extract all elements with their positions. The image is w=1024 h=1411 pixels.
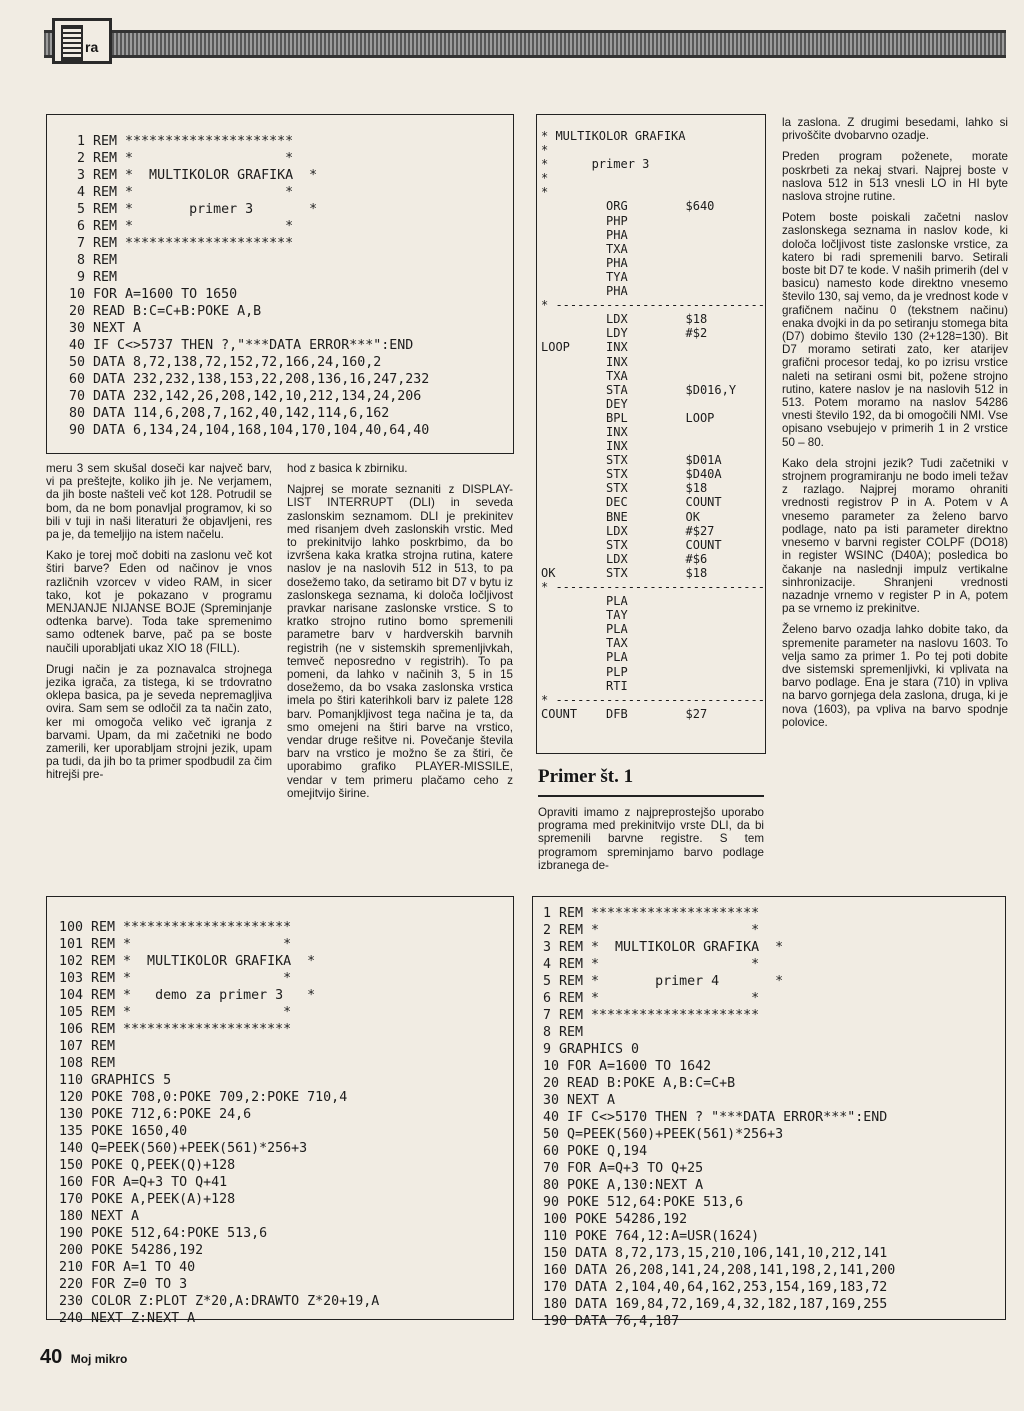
header-bar (44, 30, 1006, 58)
page-number: 40 (40, 1346, 63, 1368)
article-column-4 (782, 116, 1008, 737)
paragraph: hod z basica k zbirniku. (287, 462, 408, 475)
primer1-text (538, 806, 764, 880)
primer1-divider (538, 795, 764, 797)
primer1-paragraph: Opraviti imamo z najpreprostejšo uporabo programa med prekinitvijo vrste DLI, da bi spremenili barvne registre. S tem programom spreminjamo barvo podlage izbranega de- (538, 806, 764, 872)
paragraph: Drugi način je za poznavalca strojnega jezika igrača, za tistega, ki se trdovratno oklepa basica, pa je seveda nepremagljiva ovira. Sam sem se odločil za ta način zato, ker mi omogoča veliko več igranja z barvami. Upam, da mi začetniki ne bodo zamerili, ker uporabljam strojni jezik, upam pa tudi, da jih bo ta primer spodbudil za čim hitrejši pre- (46, 662, 272, 782)
listing-demo3: 100 REM ********************* 101 REM * * 102 REM * MULTIKOLOR GRAFIKA * 103 REM * * 104 REM * demo za primer 3 * 105 REM * * 106 REM ********************* 107 REM 108 REM 110 GRAPHICS 5 120 POKE 708,0:POKE 709,2:POKE 710,4 130 POKE 712,6:POKE 24,6 135 POKE 1650,40 140 Q=PEEK(560)+PEEK(561)*256+3 150 POKE Q,PEEK(Q)+128 160 FOR A=Q+3 TO Q+41 170 POKE A,PEEK(A)+128 180 NEXT A 190 POKE 512,64:POKE 513,6 200 POKE 54286,192 210 FOR A=1 TO 40 220 FOR Z=0 TO 3 230 COLOR Z:PLOT Z*20,A:DRAWTO Z*20+19,A 240 NEXT Z:NEXT A (59, 920, 380, 1326)
magazine-name: Moj mikro (70, 1352, 128, 1366)
article-column-1 (46, 462, 272, 790)
listing-primer4-box (532, 896, 1006, 1329)
listing-demo3-box (46, 896, 514, 1326)
listing-primer3-box (46, 114, 514, 454)
paragraph: la zaslona. Z drugimi besedami, lahko si privoščite dvobarvno ozadje. (782, 116, 1008, 143)
paragraph: Kako je torej moč dobiti na zaslonu več kot štiri barve? Eden od načinov je vnos različnih vzorcev v video RAM, in sicer tako, kot je pokazano v programu MENJANJE NIJANSE BOJE (Spreminjanje odtenka barve). Toda take spremenimo samo odtenek barve, pač pa se boste naučili uporabljati ukaz XIO 18 (FILL). (46, 549, 272, 655)
paragraph: Kako dela strojni jezik? Tudi začetniki v strojnem programiranju ne bodo imeli težav z razlago. Najprej moramo ohraniti vrednosti registrov P in A. Potem v A vnesemo parameter za želeno barvo podlage, nato pa isti parameter direktno vnesemo v barvni register COLPF (DO18) in register WSINC (D40A); posledica bo čakanje na naslednji impulz vertikalne sinhronizacije. Shranjeni vrednosti nazadnje vrnemo v register P in A, potem pa se vrnemo iz prekinitve. (782, 456, 1008, 616)
document-icon (61, 25, 83, 61)
listing-primer4: 1 REM ********************* 2 REM * * 3 REM * MULTIKOLOR GRAFIKA * 4 REM * * 5 REM * primer 4 * 6 REM * * 7 REM ********************* 8 REM 9 GRAPHICS 0 10 FOR A=1600 TO 1642 20 READ B:POKE A,B:C=C+B 30 NEXT A 40 IF C<>5170 THEN ? "***DATA ERROR***":END 50 Q=PEEK(560)+PEEK(561)*256+3 60 POKE Q,194 70 FOR A=Q+3 TO Q+25 80 POKE A,130:NEXT A 90 POKE 512,64:POKE 513,6 100 POKE 54286,192 110 POKE 764,12:A=USR(1624) 150 DATA 8,72,173,15,210,106,141,10,212,141 160 DATA 26,208,141,24,208,141,198,2,141,200 170 DATA 2,104,40,64,162,253,154,169,183,72 180 DATA 169,84,72,169,4,32,182,187,169,255 190 DATA 76,4,187 (543, 906, 896, 1329)
logo-label: ra (85, 39, 99, 55)
primer1-heading: Primer št. 1 (538, 766, 634, 787)
paragraph: Potem boste poiskali začetni naslov zaslonskega seznama in naslov kode, ki določa ločljivost tiste zaslonske vrstice, za katero bi radi spremenili barvo. Setirali boste bit D7 te kode. V naših primerih (del v basicu) namesto kode direktno vnesemo število 130, saj vemo, da je vrednost kode v grafičnem načinu 0 (tekstnem načinu) enaka dvojki in da po setiranju stomega bita (D7) dobimo število 130 (2+128=130). Bit D7 moramo setirati zato, ker atarijev grafični procesor tedaj, ko po izrisu vrstice naleti na setirani osmi bit, požene strojno rutino, katere naslov je na naslovih 512 in 513. Potem moramo na naslov 54286 vnesti število 192, da bi omogočili NMI. Vse opisano vsebujejo v primerih 1 in 2 vrstice 50 – 80. (782, 211, 1008, 449)
section-logo (52, 18, 112, 64)
assembly-listing-box (536, 114, 766, 754)
article-column-2 (287, 462, 513, 808)
paragraph: meru 3 sem skušal doseči kar največ barv, vi pa preštejte, koliko jih je. Ne verjamem, da jih boste našteli več kot 128. Potrudil se bom, da ne bom ponavljal programov, ki so bili v tuji in naši literaturi že objavljeni, res pa je, da temeljijo na istem načelu. (46, 462, 272, 542)
assembly-listing: * MULTIKOLOR GRAFIKA * * primer 3 * * ORG $640 PHP PHA TXA PHA TYA PHA * ----------------------------- LDX $18 LDY #$2 LOOP INX INX TXA STA $D016,Y DEY BPL LOOP INX INX STX $D01A STX $D40A STX $18 DEC COUNT BNE OK LDX #$27 STX COUNT LDX #$6 OK STX $18 * ----------------------------- PLA TAY PLA TAX PLA PLP RTI * ----------------------------- COUNT DFB $27 (541, 129, 765, 721)
paragraph: Najprej se morate seznaniti z DISPLAY-LIST INTERRUPT (DLI) in seveda zaslonskim seznamom. DLI je prekinitev med risanjem dveh zaslonskih vrstic. Med to prekinitvijo lahko poskrbimo, da bo izvršena kaka kratka strojna rutina, katere naslov je na naslovih 512 in 513, to pa dosežemo tako, da setiramo bit D7 v bytu iz zaslonskega seznama, ki določa ločljivost pravkar narisane zaslonske vrstice. S to kratko strojno rutino bomo spremenili parametre barv v hardverskih barvnih registrih (ne v sistemskih spremenljivkah, temveč neposredno v registrih). To pa pomeni, da lahko v načinih 3, 5 in 15 dosežemo, da bo vsaka zaslonska vrstica imela po štiri katerihkoli barv iz palete 128 barv. Pomanjkljivost tega načina je ta, da smo omejeni na štiri barve na vrstico, vendar druge rešitve ni. Povečanje števila barv na vrstico je možno še za štiri, če uporabimo grafiko PLAYER-MISSILE, vendar v tem primeru plačamo ceho z omejitvijo širine. (287, 483, 513, 800)
listing-primer3: 1 REM ********************* 2 REM * * 3 REM * MULTIKOLOR GRAFIKA * 4 REM * * 5 REM * primer 3 * 6 REM * * 7 REM ********************* 8 REM 9 REM 10 FOR A=1600 TO 1650 20 READ B:C=C+B:POKE A,B 30 NEXT A 40 IF C<>5737 THEN ?,"***DATA ERROR***":END 50 DATA 8,72,138,72,152,72,166,24,160,2 60 DATA 232,232,138,153,22,208,136,16,247,232 70 DATA 232,142,26,208,142,10,212,134,24,206 80 DATA 114,6,208,7,162,40,142,114,6,162 90 DATA 6,134,24,104,168,104,170,104,40,64,40 (69, 134, 430, 438)
paragraph: Preden program poženete, morate poskrbeti za nekaj stvari. Najprej boste v naslova 512 in 513 vnesli LO in HI byte naslova strojne rutine. (782, 150, 1008, 204)
page-footer (40, 1346, 127, 1369)
paragraph: Želeno barvo ozadja lahko dobite tako, da spremenite parameter na naslovu 1603. To velja samo za primer 1. Po tej poti dobite dve sistemski spremenljivki, ki vplivata na barvo podlage. Ena je stara (710) in vpliva na barvo gornjega dela zaslona, druga, ki je nova (1603), pa vpliva na barvo spodnje polovice. (782, 623, 1008, 729)
